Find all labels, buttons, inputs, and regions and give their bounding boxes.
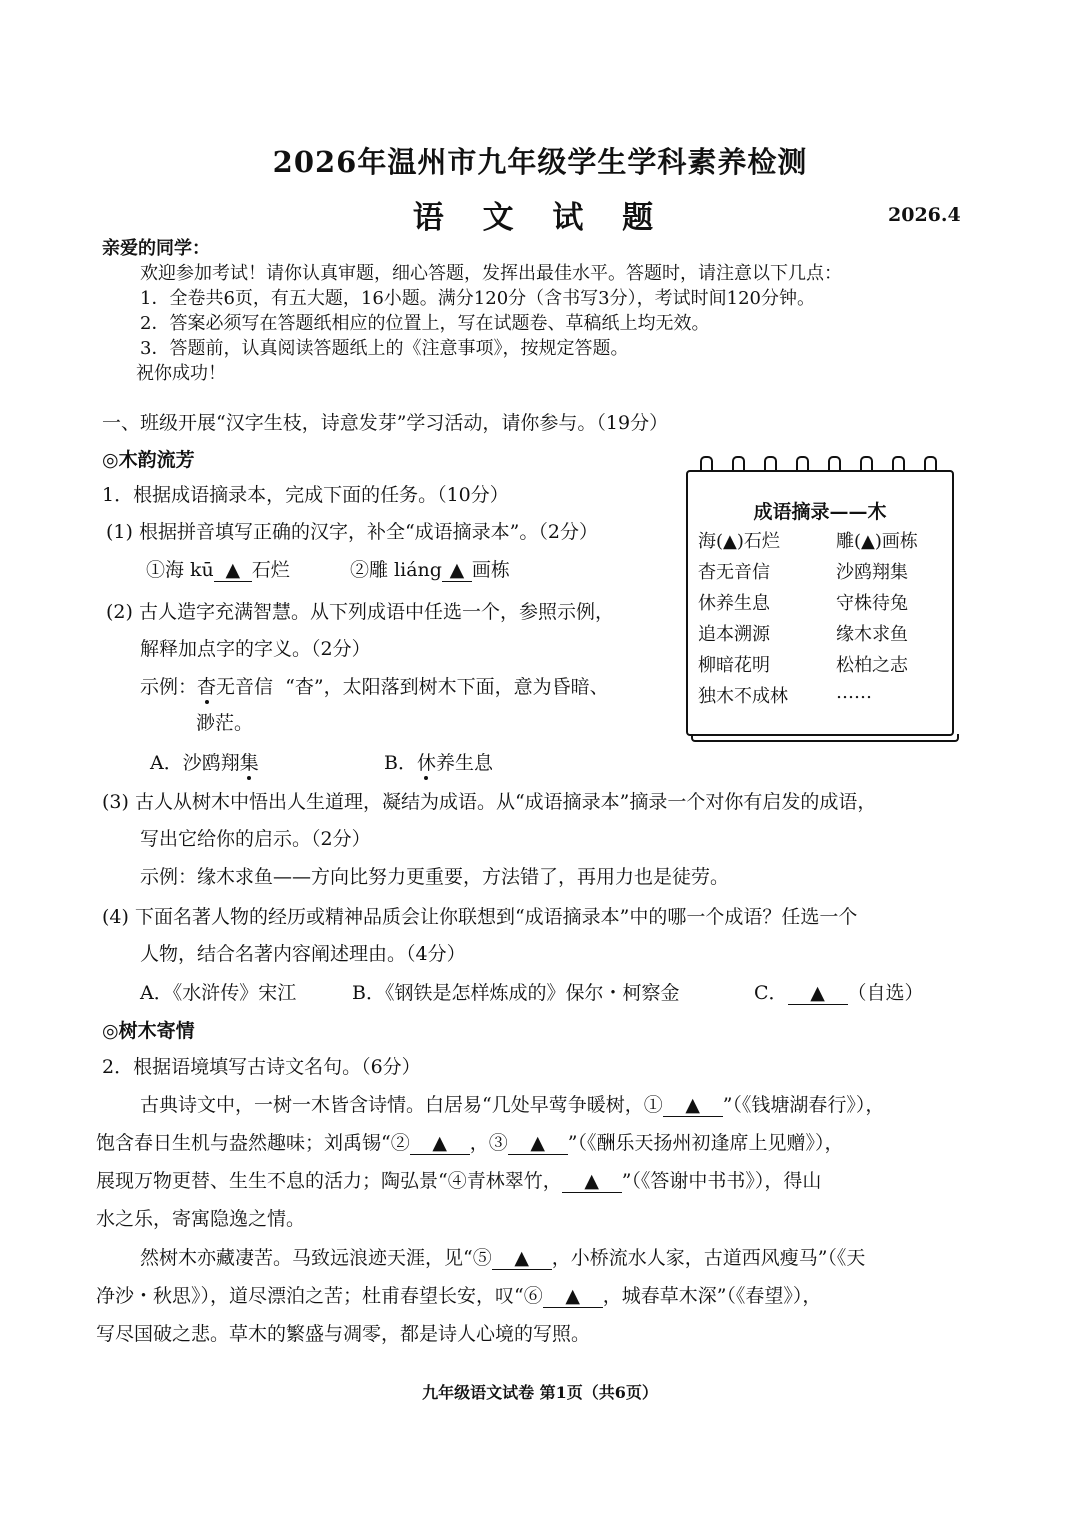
example-label: 示例： [140, 676, 198, 698]
answer-blank: ▲ [562, 1170, 622, 1193]
answer-blank: ▲ [788, 982, 848, 1005]
notebook-title: 成语摘录——木 [753, 501, 887, 523]
notebook-idiom: 沙鸥翔集 [836, 562, 908, 583]
notebook-idiom: …… [836, 682, 872, 703]
answer-blank: ▲ [663, 1094, 723, 1117]
notebook-idiom: 休养生息 [698, 593, 770, 614]
notebook-idiom: 缘木求鱼 [836, 624, 908, 645]
notice-greeting: 亲爱的同学： [102, 238, 210, 259]
section-1-heading: 一、班级开展“汉字生枝，诗意发芽”学习活动，请你参与。（19分） [102, 412, 669, 434]
notice-intro: 欢迎参加考试！请你认真审题，细心答题，发挥出最佳水平。答题时，请注意以下几点： [140, 263, 842, 284]
question-1-2-stem-line1: (2) 古人造字充满智慧。从下列成语中任选一个，参照示例， [106, 601, 614, 623]
question-1-4-stem-line1: (4) 下面名著人物的经历或精神品质会让你联想到“成语摘录本”中的哪一个成语？任选一个 [102, 906, 858, 928]
item-a-prefix: ①海 kū [146, 559, 214, 581]
text: 古典诗文中，一树一木皆含诗情。白居易“几处早莺争暖树，① [140, 1094, 663, 1116]
text: 然树木亦藏凄苦。马致远浪迹天涯，见“⑤ [140, 1247, 492, 1269]
text: 展现万物更替、生生不息的活力；陶弘景“④青林翠竹， [96, 1170, 562, 1192]
example-word-rest: 无音信 [216, 676, 274, 698]
answer-blank: ▲ [543, 1285, 603, 1308]
item-b-prefix: ②雕 liáng [350, 559, 442, 581]
question-1-2-stem-line2: 解释加点字的字义。（2分） [140, 638, 371, 660]
dotted-char: 杳 [197, 676, 217, 698]
question-2-stem: 2．根据语境填写古诗文名句。（6分） [102, 1056, 421, 1078]
question-1-1-stem: (1) 根据拼音填写正确的汉字，补全“成语摘录本”。（2分） [106, 521, 598, 543]
notebook-idiom: 独木不成林 [698, 686, 788, 707]
text: ”（《钱塘湖春行》）， [722, 1094, 885, 1116]
exam-subtitle: 语 文 试 题 [412, 200, 668, 236]
dotted-char: 休 [416, 752, 436, 774]
question-1-2-option-a [150, 748, 259, 775]
notice-item-3: 3．答题前，认真阅读答题纸上的《注意事项》，按规定答题。 [140, 338, 629, 359]
exam-date: 2026.4 [888, 204, 961, 226]
example-text: “杳”，太阳落到树木下面，意为昏暗、 [285, 676, 609, 698]
question-1-4-stem-line2: 人物，结合名著内容阐述理由。（4分） [140, 943, 466, 965]
option-c-suffix: （自选） [847, 982, 924, 1004]
item-a-suffix: 石烂 [251, 559, 290, 581]
answer-blank: ▲ [492, 1247, 552, 1270]
q2-para2-line3: 写尽国破之悲。草木的繁盛与凋零，都是诗人心境的写照。 [96, 1323, 591, 1345]
exam-title: 2026年温州市九年级学生学科素养检测 [272, 145, 808, 179]
answer-blank: ▲ [442, 559, 472, 582]
question-1-3-example: 示例：缘木求鱼——方向比努力更重要，方法错了，再用力也是徒劳。 [140, 866, 730, 888]
text: 饱含春日生机与盎然趣味；刘禹锡“② [96, 1132, 410, 1154]
question-1-1-item-b [350, 555, 510, 582]
question-1-3-stem-line1: (3) 古人从树木中悟出人生道理，凝结为成语。从“成语摘录本”摘录一个对你有启发的成语， [102, 791, 877, 813]
option-b-rest: 养生息 [435, 752, 493, 774]
part-1-title: ◎木韵流芳 [102, 449, 195, 471]
answer-blank: ▲ [214, 559, 252, 582]
q2-para1-line1 [140, 1090, 884, 1117]
q2-para1-line3 [96, 1166, 821, 1193]
option-a-label: A．沙鸥翔 [150, 752, 240, 774]
notice-item-2: 2．答案必须写在答题纸相应的位置上，写在试题卷、草稿纸上均无效。 [140, 313, 710, 334]
text: ”（《答谢中书书》），得山 [621, 1170, 822, 1192]
question-1-4-option-b: B．《钢铁是怎样炼成的》保尔・柯察金 [352, 982, 680, 1004]
idiom-notebook [686, 470, 954, 736]
notice-item-1: 1．全卷共6页，有五大题，16小题。满分120分（含书写3分），考试时间120分钟。 [140, 288, 815, 309]
question-1-2-example-line2: 渺茫。 [196, 712, 254, 734]
question-1-2-example [140, 672, 609, 699]
text: ，城春草木深”（《春望》）， [602, 1285, 822, 1307]
q2-para1-line4: 水之乐，寄寓隐逸之情。 [96, 1208, 306, 1230]
notebook-idiom: 雕(▲)画栋 [836, 531, 918, 552]
question-1-3-stem-line2: 写出它给你的启示。（2分） [140, 828, 371, 850]
item-b-suffix: 画栋 [471, 559, 510, 581]
question-1-4-option-c [754, 978, 924, 1005]
text: 净沙・秋思》），道尽漂泊之苦；杜甫春望长安，叹“⑥ [96, 1285, 543, 1307]
q2-para1-line2 [96, 1128, 843, 1155]
text: ，③ [469, 1132, 508, 1154]
question-1-4-option-a: A．《水浒传》宋江 [140, 982, 297, 1004]
question-1-stem: 1．根据成语摘录本，完成下面的任务。（10分） [102, 484, 509, 506]
page-footer: 九年级语文试卷 第1页（共6页） [422, 1383, 658, 1402]
question-1-1-item-a [146, 555, 290, 582]
text: ，小桥流水人家，古道西风瘦马”（《天 [551, 1247, 866, 1269]
notice-wish: 祝你成功！ [136, 363, 226, 384]
answer-blank: ▲ [410, 1132, 470, 1155]
question-1-2-option-b [384, 748, 493, 775]
option-c-label: C． [754, 982, 788, 1004]
notebook-idiom: 守株待兔 [836, 593, 908, 614]
option-b-label: B． [384, 752, 417, 774]
notebook-idiom: 追本溯源 [698, 624, 770, 645]
answer-blank: ▲ [508, 1132, 568, 1155]
notebook-idiom: 杳无音信 [698, 562, 770, 583]
q2-para2-line2 [96, 1281, 821, 1308]
part-2-title: ◎树木寄情 [102, 1020, 195, 1042]
notebook-idiom: 松柏之志 [836, 655, 908, 676]
q2-para2-line1 [140, 1243, 865, 1270]
notebook-idiom: 海(▲)石烂 [698, 531, 780, 552]
dotted-char: 集 [239, 752, 259, 774]
text: ”（《酬乐天扬州初逢席上见赠》）， [567, 1132, 844, 1154]
notebook-idiom: 柳暗花明 [698, 655, 770, 676]
